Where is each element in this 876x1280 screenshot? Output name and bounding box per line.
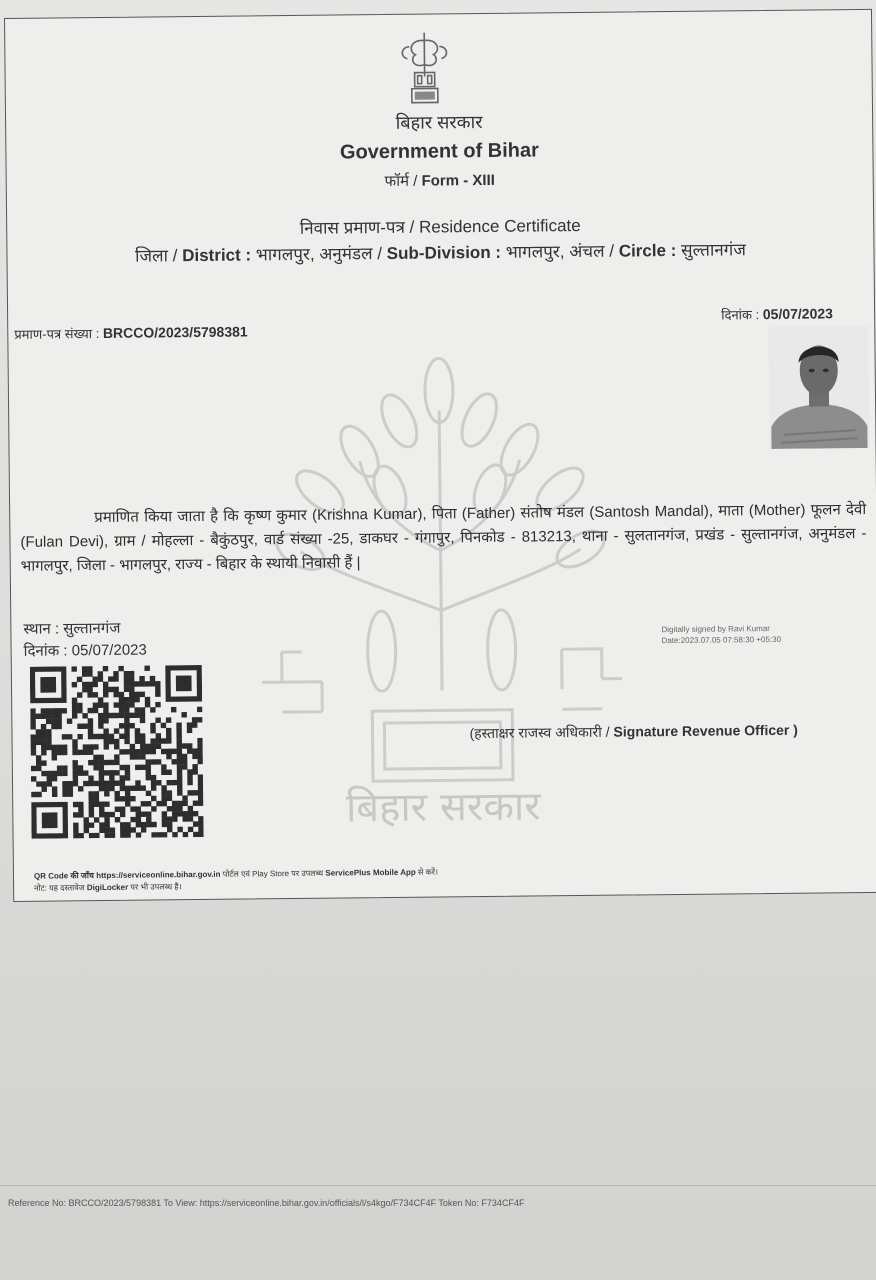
digilocker-note-prefix: नोट: यह दस्तावेज (34, 883, 85, 893)
qr-note-prefix: QR Code की जाँच (33, 871, 95, 881)
form-label-english: Form - XIII (421, 171, 495, 190)
district-value: भागलपुर, अनुमंडल / (255, 244, 387, 265)
footer-divider (0, 1185, 876, 1186)
circle-label: Circle : (618, 240, 677, 261)
signature-label-hindi: (हस्ताक्षर राजस्व अधिकारी / (469, 723, 610, 742)
form-number (7, 166, 873, 195)
district-hindi: जिला / (134, 246, 183, 266)
district-label: District : (182, 245, 252, 266)
issue-date-value: 05/07/2023 (71, 641, 147, 660)
form-label-hindi: फॉर्म / (384, 172, 418, 191)
qr-code (30, 665, 204, 839)
digital-signature-date: Date:2023.07.05 07:58:30 +05:30 (661, 634, 782, 646)
qr-note-middle: पोर्टल एवं Play Store पर उपलब्ध (222, 868, 324, 879)
certificate-body: प्रमाणित किया जाता है कि कृष्ण कुमार (Krishna Kumar), पिता (Father) संतोष मंडल (Santosh Mandal), माता (Mother) फूलन देवी (Fulan Devi), ग्राम / मोहल्ला - बैकुंठपुर, वार्ड संख्या -25, डाकघर - गंगापुर, पिनकोड - 813213, थाना - सुलतानगंज, प्रखंड - सुल्तानगंज, अनुमंडल - भागलपुर, जिला - भागलपुर, राज्य - बिहार के स्थायी निवासी हैं | (20, 500, 867, 575)
certificate-date (721, 304, 833, 323)
certificate-date-label: दिनांक : (721, 307, 760, 323)
place-value: सुल्तानगंज (63, 619, 121, 638)
digilocker-note-suffix: पर भी उपलब्ध है। (130, 882, 182, 892)
qr-note-suffix: से करें। (417, 867, 439, 877)
issue-date-line (24, 640, 147, 661)
reference-footer: Reference No: BRCCO/2023/5798381 To View: https://serviceonline.bihar.gov.in/officials/l/s4kgo/F734CF4F Token No: F734CF4F (8, 1198, 525, 1208)
certificate-number (14, 322, 248, 342)
place-label: स्थान : (23, 620, 60, 638)
qr-verification-note (34, 867, 438, 895)
subdivision-label: Sub-Division : (386, 242, 502, 264)
certificate-title-english: Residence Certificate (418, 215, 581, 237)
certificate-sheet (4, 9, 876, 902)
state-name-hindi: बिहार सरकार (395, 111, 483, 133)
watermark-text: बिहार सरकार (345, 783, 541, 832)
jurisdiction-line (7, 236, 873, 268)
digital-signature (661, 623, 781, 646)
subdivision-value: भागलपुर, अंचल / (505, 241, 619, 262)
applicant-photo (768, 326, 869, 449)
issue-date-label: दिनांक : (23, 642, 68, 660)
state-name-english: Government of Bihar (339, 139, 539, 164)
circle-value: सुल्तानगंज (681, 240, 747, 260)
certificate-number-value: BRCCO/2023/5798381 (102, 323, 248, 341)
place-line (23, 618, 120, 639)
certificate-date-value: 05/07/2023 (762, 305, 833, 323)
bihar-tree-watermark (259, 349, 624, 833)
state-emblem-icon (389, 28, 460, 109)
certificate-number-label: प्रमाण-पत्र संख्या : (14, 326, 100, 342)
qr-note-url: https://serviceonline.bihar.gov.in (96, 869, 221, 881)
digital-signature-signer: Digitally signed by Ravi Kumar (661, 624, 770, 635)
qr-note-app: ServicePlus Mobile App (325, 867, 416, 878)
digilocker-name: DigiLocker (86, 882, 129, 893)
certificate-title-hindi: निवास प्रमाण-पत्र / (299, 217, 415, 238)
signature-label-english: Signature Revenue Officer ) (613, 721, 798, 740)
signature-label (469, 721, 798, 743)
